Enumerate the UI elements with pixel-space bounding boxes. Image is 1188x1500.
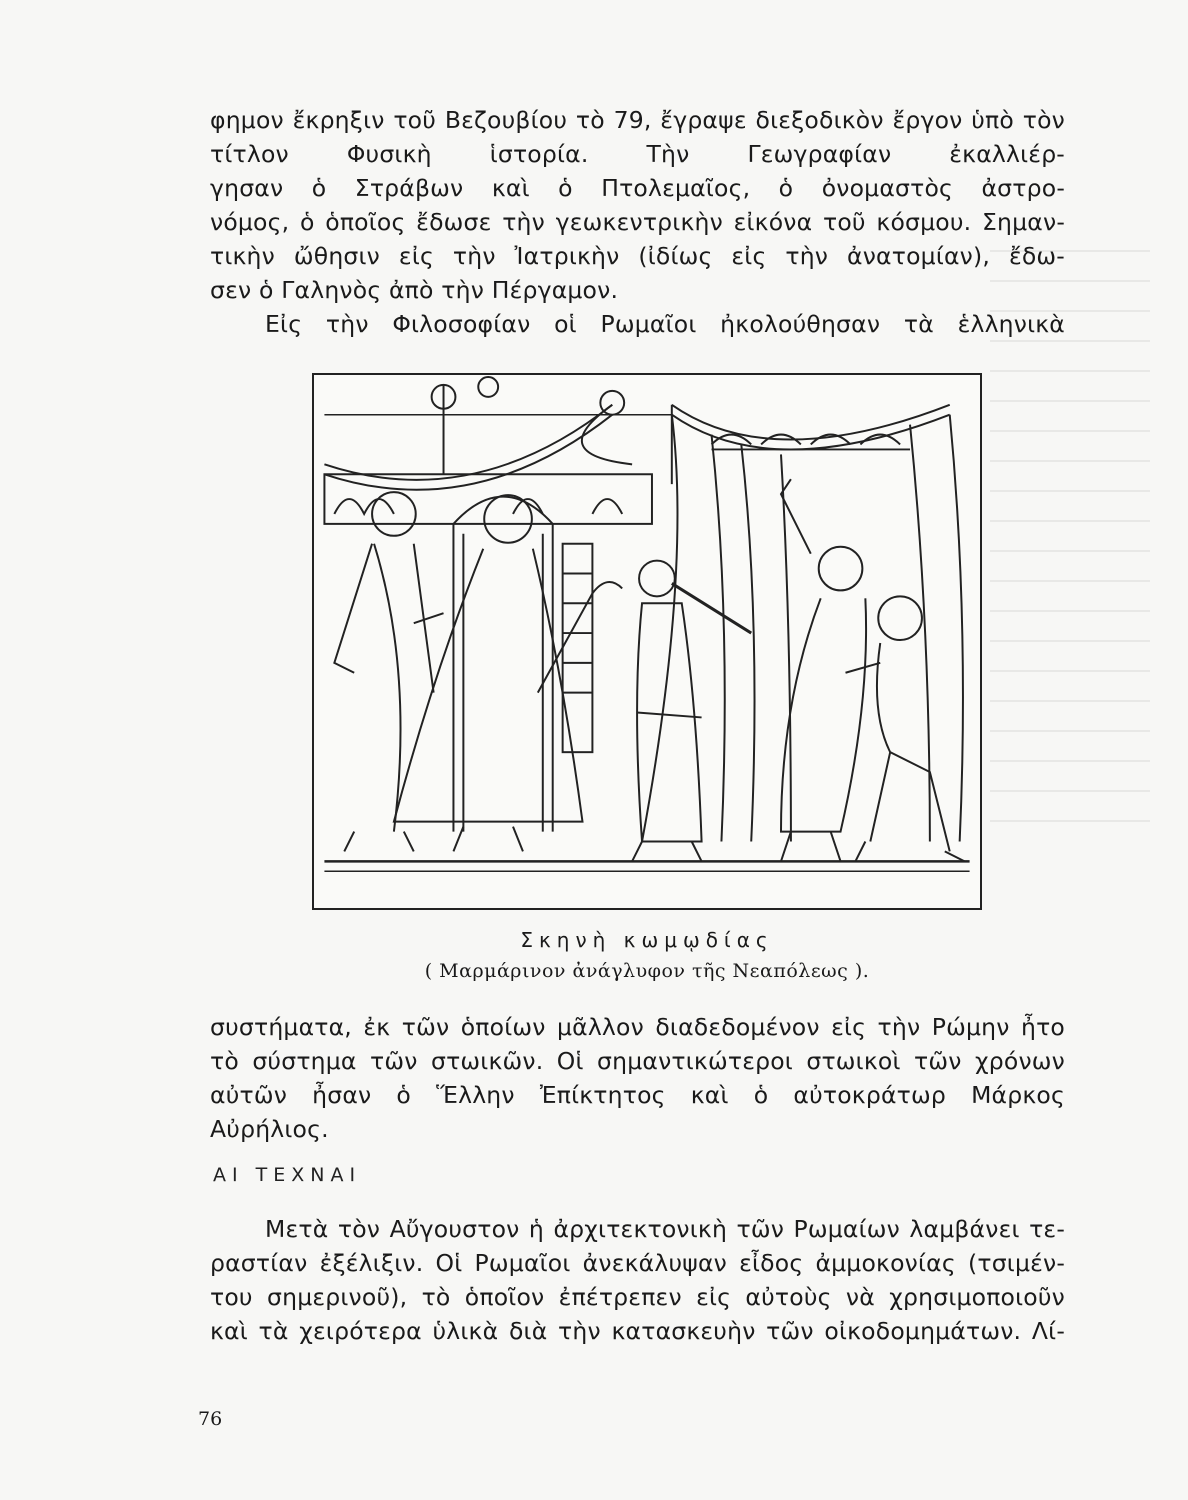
section-heading: ΑΙ ΤΕΧΝΑΙ [213,1164,362,1186]
text-line: τίτλον Φυσικὴ ἱστορία. Τὴν Γεωγραφίαν ἐκαλλιέρ- [210,140,1065,168]
text-line: του σημερινοῦ), τὸ ὁποῖον ἐπέτρεπεν εἰς αὐτοὺς νὰ χρησιμοποιοῦν [210,1283,1065,1311]
figure-caption-subtitle: ( Μαρμάρινον ἀνάγλυφον τῆς Νεαπόλεως ). [424,960,870,982]
relief-drawing [314,375,980,908]
text-line: σεν ὁ Γαληνὸς ἀπὸ τὴν Πέργαμον. [210,276,619,304]
paragraph-3 [210,1212,1065,1348]
comedy-scene-relief [312,373,982,910]
paragraph-2 [210,1010,1065,1146]
text-line: συστήματα, ἐκ τῶν ὁποίων μᾶλλον διαδεδομένον εἰς τὴν Ρώμην ἦτο [210,1013,1065,1041]
page-number: 76 [198,1408,223,1430]
paragraph-1 [210,103,1065,341]
text-line: φημον ἔκρηξιν τοῦ Βεζουβίου τὸ 79, ἔγραψε διεξοδικὸν ἔργον ὑπὸ τὸν [210,106,1065,134]
text-line: νόμος, ὁ ὁποῖος ἔδωσε τὴν γεωκεντρικὴν εἰκόνα τοῦ κόσμου. Σημαν- [210,208,1065,236]
text-line: καὶ τὰ χειρότερα ὑλικὰ διὰ τὴν κατασκευὴν τῶν οἰκοδομημάτων. Λί- [210,1317,1065,1345]
text-line: τὸ σύστημα τῶν στωικῶν. Οἱ σημαντικώτεροι στωικοὶ τῶν χρόνων [210,1047,1065,1075]
text-line: γησαν ὁ Στράβων καὶ ὁ Πτολεμαῖος, ὁ ὀνομαστὸς ἀστρο- [210,174,1065,202]
text-line: ραστίαν ἐξέλιξιν. Οἱ Ρωμαῖοι ἀνεκάλυψαν εἶδος ἀμμοκονίας (τσιμέν- [210,1249,1065,1277]
text-line: Εἰς τὴν Φιλοσοφίαν οἱ Ρωμαῖοι ἠκολούθησαν τὰ ἑλληνικὰ [265,310,1065,338]
text-line: τικὴν ὤθησιν εἰς τὴν Ἰατρικὴν (ἰδίως εἰς τὴν ἀνατομίαν), ἔδω- [210,242,1065,270]
text-line: αὐτῶν ἦσαν ὁ Ἕλλην Ἐπίκτητος καὶ ὁ αὐτοκράτωρ Μάρκος [210,1081,1065,1109]
figure-caption-title: Σκηνὴ κωμῳδίας [520,928,774,952]
text-line: Αὐρήλιος. [210,1115,329,1143]
text-line: Μετὰ τὸν Αὔγουστον ἡ ἀρχιτεκτονικὴ τῶν Ρωμαίων λαμβάνει τε- [265,1215,1065,1243]
